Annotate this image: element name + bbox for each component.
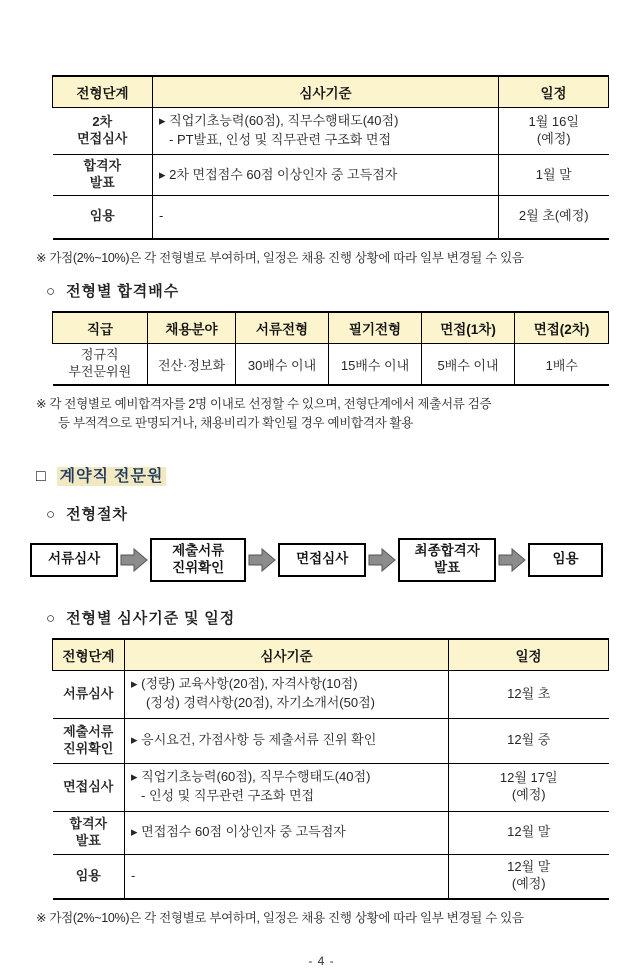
schedule-line: (예정) <box>536 131 571 146</box>
header-criteria: 심사기준 <box>125 639 449 671</box>
criteria-cell <box>153 155 499 196</box>
pass-multiplier-table <box>52 311 609 386</box>
criteria-cell <box>125 763 449 811</box>
schedule-line: (예정) <box>511 876 546 892</box>
footnote-text: 등 부적격으로 판명되거나, 채용비리가 확인될 경우 예비합격자 활용 <box>58 415 414 430</box>
stage-line: 제출서류 <box>63 723 114 739</box>
schedule-cell <box>449 670 609 718</box>
right-arrow-icon <box>248 548 276 572</box>
flow-step-document-screening <box>30 543 118 577</box>
table-header-row <box>53 76 609 108</box>
schedule-cell <box>499 108 609 155</box>
footnote-text: ※ 가점(2%~10%)은 각 전형별로 부여하며, 일정은 채용 진행 상황에 따라 일부 변경될 수 있음 <box>36 250 524 265</box>
table-header-row <box>53 639 609 671</box>
flow-step-label: 발표 <box>434 559 461 575</box>
stage-line: 합격자 <box>69 815 108 831</box>
criteria-line: ▸ 직업기초능력(60점), 직무수행태도(40점) <box>131 769 371 785</box>
header-interview2: 면접(2차) <box>515 312 609 344</box>
schedule-line: 12월 말 <box>507 824 551 840</box>
criteria-line: - 인성 및 직무관련 구조화 면접 <box>141 788 315 804</box>
interview2-cell: 1배수 <box>515 344 609 385</box>
schedule-cell <box>499 196 609 239</box>
stage-cell <box>53 718 125 763</box>
schedule-cell <box>449 718 609 763</box>
circle-marker-icon: ○ <box>46 610 57 627</box>
stage-cell <box>53 854 125 899</box>
criteria-line: ▸ 직업기초능력(60점), 직무수행태도(40점) <box>159 113 399 129</box>
schedule-line: 1월 말 <box>535 166 572 182</box>
interview1-cell: 5배수 이내 <box>422 344 515 385</box>
schedule-line: 12월 말 <box>507 859 551 875</box>
stage-cell <box>53 108 153 155</box>
doc-screening-cell: 30배수 이내 <box>236 344 329 385</box>
right-arrow-icon <box>120 548 148 572</box>
stage-line: 면접심사 <box>63 778 114 794</box>
flow-step-label: 진위확인 <box>172 559 225 575</box>
footnote-bonus-points <box>36 249 614 268</box>
circle-marker-icon: ○ <box>46 506 57 523</box>
stage-line: 발표 <box>89 175 115 190</box>
criteria-cell <box>125 718 449 763</box>
section-heading-pass-multiplier <box>46 280 643 301</box>
table-row <box>53 344 609 385</box>
schedule-cell <box>499 155 609 196</box>
header-schedule: 일정 <box>449 639 609 671</box>
flow-step-label: 임용 <box>552 551 579 567</box>
schedule-cell <box>449 854 609 899</box>
rank-cell <box>53 344 148 385</box>
table-row <box>53 670 609 718</box>
footnote-text: ※ 가점(2%~10%)은 각 전형별로 부여하며, 일정은 채용 진행 상황에 따라 일부 변경될 수 있음 <box>36 911 524 926</box>
flow-step-label: 면접심사 <box>296 551 349 567</box>
stage-line: 임용 <box>75 867 101 883</box>
criteria-line: ▸ (정량) 교육사항(20점), 자격사항(10점) <box>131 676 358 692</box>
criteria-cell <box>153 108 499 155</box>
flow-step-appointment <box>528 543 603 577</box>
field-cell: 전산·정보화 <box>148 344 236 385</box>
criteria-cell <box>125 670 449 718</box>
schedule-line: 2월 초(예정) <box>518 208 589 224</box>
right-arrow-icon <box>498 548 526 572</box>
table-row <box>53 854 609 899</box>
section-heading-procedure <box>46 503 643 524</box>
table-row <box>53 763 609 811</box>
stage-cell <box>53 155 153 196</box>
stage-cell <box>53 811 125 854</box>
written-exam-cell: 15배수 이내 <box>329 344 422 385</box>
schedule-line: 1월 16일 <box>528 114 579 130</box>
stage-line: 발표 <box>75 832 101 848</box>
procedure-flowchart <box>30 538 603 582</box>
stage-line: 면접심사 <box>77 131 128 146</box>
table-row <box>53 155 609 196</box>
stage-line: 서류심사 <box>63 685 114 701</box>
stage-line: 진위확인 <box>63 740 114 756</box>
table-header-row <box>53 312 609 344</box>
section-heading-criteria-schedule <box>46 607 643 628</box>
footnote-text: ※ 각 전형별로 예비합격자를 2명 이내로 선정할 수 있으며, 전형단계에서 제출서류 검증 <box>36 397 492 412</box>
header-doc-screening: 서류전형 <box>236 312 329 344</box>
table-row <box>53 196 609 239</box>
stage-line: 2차 <box>92 114 113 130</box>
schedule-line: (예정) <box>511 787 546 803</box>
rank-line: 정규직 <box>80 347 119 363</box>
criteria-line: - <box>159 208 164 224</box>
schedule-line: 12월 17일 <box>499 770 558 786</box>
header-field: 채용분야 <box>148 312 236 344</box>
flow-step-label: 제출서류 <box>172 543 225 559</box>
stage-line: 합격자 <box>83 158 122 174</box>
schedule-line: 12월 초 <box>507 685 551 701</box>
schedule-line: 12월 중 <box>507 732 551 748</box>
stage-cell <box>53 196 153 239</box>
stage-line: 임용 <box>89 208 115 224</box>
page-number: - 4 - <box>308 953 335 968</box>
header-stage: 전형단계 <box>53 76 153 108</box>
criteria-cell <box>125 854 449 899</box>
criteria-line: - <box>131 867 136 883</box>
header-schedule: 일정 <box>499 76 609 108</box>
criteria-line: (정성) 경력사항(20점), 자기소개서(50점) <box>146 695 375 711</box>
stage-cell <box>53 670 125 718</box>
section-heading-contract-specialist <box>36 463 643 486</box>
schedule-cell <box>449 763 609 811</box>
criteria-cell <box>153 196 499 239</box>
criteria-line: - PT발표, 인성 및 직무관련 구조화 면접 <box>169 132 392 147</box>
section-label: 전형별 심사기준 및 일정 <box>66 610 236 627</box>
header-interview1: 면접(1차) <box>422 312 515 344</box>
stage-cell <box>53 763 125 811</box>
section-label: 전형절차 <box>66 506 129 523</box>
table-row <box>53 718 609 763</box>
criteria-line: ▸ 2차 면접점수 60점 이상인자 중 고득점자 <box>159 166 398 182</box>
footnote-bonus-points <box>36 909 614 928</box>
highlighted-section-label: 계약직 전문원 <box>57 467 167 486</box>
criteria-line: ▸ 응시요건, 가점사항 등 제출서류 진위 확인 <box>131 732 377 748</box>
footnote-reserve-candidates <box>36 395 614 433</box>
header-written-exam: 필기전형 <box>329 312 422 344</box>
header-rank: 직급 <box>53 312 148 344</box>
section-label: 전형별 합격배수 <box>66 284 180 301</box>
flow-step-label: 서류심사 <box>48 551 101 567</box>
table-row <box>53 108 609 155</box>
second-round-schedule-table <box>52 75 609 240</box>
right-arrow-icon <box>368 548 396 572</box>
flow-step-final-announcement <box>398 538 496 582</box>
flow-step-interview <box>278 543 366 577</box>
square-marker-icon: □ <box>36 467 47 485</box>
flow-step-document-verification <box>150 538 246 582</box>
header-stage: 전형단계 <box>53 639 125 671</box>
contract-criteria-schedule-table <box>52 638 609 901</box>
rank-line: 부전문위원 <box>68 364 132 380</box>
flow-step-label: 최종합격자 <box>414 543 480 559</box>
criteria-line: ▸ 면접점수 60점 이상인자 중 고득점자 <box>131 824 346 840</box>
criteria-cell <box>125 811 449 854</box>
circle-marker-icon: ○ <box>46 284 57 301</box>
table-row <box>53 811 609 854</box>
schedule-cell <box>449 811 609 854</box>
header-criteria: 심사기준 <box>153 76 499 108</box>
